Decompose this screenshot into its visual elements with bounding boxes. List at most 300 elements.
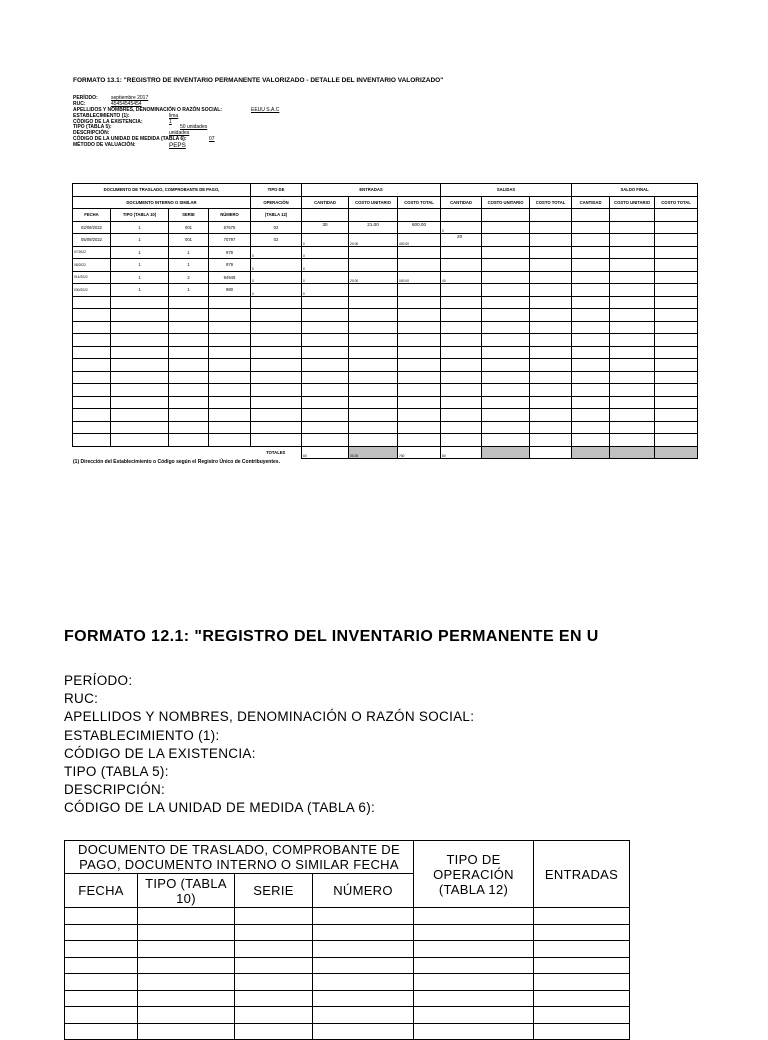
table-cell [441,346,482,359]
table-cell [482,421,530,434]
col-header: FECHA [65,874,138,908]
table-cell [530,371,572,384]
table-cell [302,384,349,397]
table-cell [209,346,251,359]
header-label: APELLIDOS Y NOMBRES, DENOMINACIÓN O RAZÓN SOCIAL: [73,106,222,113]
table-cell [313,957,414,974]
table-cell: 600.00 [398,221,441,234]
table-cell: 1 [169,246,209,259]
table-cell [398,309,441,322]
table-cell [302,409,349,422]
table-cell [441,259,482,272]
table-cell [530,209,572,222]
table-cell [169,396,209,409]
table-cell [251,359,302,372]
col-header: COSTO TOTAL [398,196,441,209]
format-12-header [64,672,474,818]
table-cell: 1 [111,259,169,272]
doc-group-header: DOCUMENTO DE TRASLADO, COMPROBANTE DE PAGO, DOCUMENTO INTERNO O SIMILAR FECHA [65,841,414,874]
table-cell [313,974,414,991]
table-cell: 0 [302,259,349,272]
table-cell [441,334,482,347]
table-cell [398,346,441,359]
header-label: RUC: [73,100,86,107]
tipo-operacion-header: TIPO DE [251,184,302,197]
table-cell: 02 [251,234,302,247]
table-cell [349,321,398,334]
blank-cell [111,446,169,459]
table-cell [530,271,572,284]
table-cell [65,1023,138,1040]
table-cell: 0 [302,234,349,247]
saldo-final-header: SALDO FINAL [572,184,698,197]
table-cell [572,209,610,222]
header-label: PERÍODO: [73,95,98,101]
table-row [73,434,698,447]
table-cell [655,334,698,347]
col-header: CANTIDAD [572,196,610,209]
table-cell [572,359,610,372]
header-value: PEPS [169,142,186,150]
total-cell [530,446,572,459]
table-cell [138,941,235,958]
doc-group-header: DOCUMENTO INTERNO O SIMILAR [73,196,251,209]
table-cell: 57675 [209,221,251,234]
table-cell [610,321,655,334]
table-cell [398,259,441,272]
table-cell [610,359,655,372]
table-cell: 001 [169,234,209,247]
table-row [73,234,698,247]
header-label: MÉTODO DE VALUACIÓN: [73,142,136,149]
totals-row [73,446,698,459]
table-cell [73,346,111,359]
table-cell [655,271,698,284]
header-label: CÓDIGO DE LA UNIDAD DE MEDIDA (TABLA 6): [64,800,376,816]
table-cell [655,234,698,247]
table-cell [530,321,572,334]
table-cell [398,246,441,259]
table-row [65,990,630,1007]
table-cell: 0 [441,221,482,234]
table-cell: 979 [209,246,251,259]
table-cell [530,246,572,259]
table-cell [349,359,398,372]
table-cell [313,924,414,941]
table-cell [482,321,530,334]
table-cell [138,924,235,941]
table-cell [414,974,534,991]
table-cell [111,434,169,447]
table-cell [302,421,349,434]
table-cell [610,221,655,234]
table-cell: 014/2022 [73,271,111,284]
table-cell [655,346,698,359]
doc-group-header: DOCUMENTO DE TRASLADO, COMPROBANTE DE PAGO, [73,184,251,197]
table-cell: 70797 [209,234,251,247]
table-cell [302,434,349,447]
table-cell [349,209,398,222]
table-cell: 1 [111,234,169,247]
table-row [73,296,698,309]
table-cell [302,346,349,359]
table-row [73,384,698,397]
table-cell [482,434,530,447]
table-cell [572,384,610,397]
table-cell [398,384,441,397]
table-cell [572,346,610,359]
table-cell [209,309,251,322]
table-cell [251,346,302,359]
table-cell [414,990,534,1007]
table-cell [251,396,302,409]
table-cell [111,334,169,347]
table-cell [482,234,530,247]
table-row [65,1023,630,1040]
table-cell [482,346,530,359]
table-cell [441,384,482,397]
table-cell [302,334,349,347]
table-cell [349,409,398,422]
table-header-row [73,196,698,209]
inventory-detail-table [72,183,698,459]
table-cell [349,296,398,309]
table-cell [530,384,572,397]
table-row [65,974,630,991]
table-row [73,421,698,434]
table-row [65,924,630,941]
table-cell [398,296,441,309]
table-cell [138,957,235,974]
table-cell [65,941,138,958]
table-cell [655,221,698,234]
table-row [65,941,630,958]
table-cell [441,284,482,297]
table-cell: 1 [169,259,209,272]
table-cell [251,321,302,334]
table-cell [610,246,655,259]
table-cell [235,1023,313,1040]
header-label: PERÍODO: [64,673,133,688]
table-cell [610,409,655,422]
format-12-title: FORMATO 12.1: "REGISTRO DEL INVENTARIO PERMANENTE EN U [64,628,599,645]
tipo-operacion-header: (TABLA 12) [251,209,302,222]
table-cell [398,421,441,434]
table-cell [209,434,251,447]
table-cell [482,221,530,234]
table-cell: 979 [209,259,251,272]
entradas-header: ENTRADAS [302,184,441,197]
table-cell [655,321,698,334]
table-cell [441,434,482,447]
table-cell [169,359,209,372]
table-cell [655,434,698,447]
table-cell [530,334,572,347]
table-cell [441,359,482,372]
table-cell [111,309,169,322]
table-cell [398,396,441,409]
table-cell [169,296,209,309]
table-cell: 20.00 [349,234,398,247]
table-cell [251,384,302,397]
header-value: lima [169,112,179,119]
table-cell [441,309,482,322]
table-cell [441,209,482,222]
header-label: CÓDIGO DE LA UNIDAD DE MEDIDA (TABLA 6): [73,136,187,143]
table-cell [169,346,209,359]
table-cell [572,334,610,347]
table-cell [482,246,530,259]
table-cell [655,309,698,322]
table-cell [251,296,302,309]
table-cell [209,296,251,309]
table-cell [313,941,414,958]
table-cell [111,346,169,359]
table-cell [534,957,630,974]
table-cell [655,259,698,272]
table-cell [482,371,530,384]
salidas-header: SALIDAS [441,184,572,197]
table-cell [313,1007,414,1024]
entradas-header: ENTRADAS [534,841,630,908]
table-cell [530,284,572,297]
table-cell [235,990,313,1007]
table-cell [534,1023,630,1040]
table-cell [302,309,349,322]
table-row [73,346,698,359]
table-cell: 400.00 [398,234,441,247]
header-label: DESCRIPCIÓN: [73,130,110,137]
table-cell [73,434,111,447]
table-cell [655,384,698,397]
table-cell [655,209,698,222]
table-cell [398,321,441,334]
table-row [65,1007,630,1024]
table-cell [398,359,441,372]
header-label: DESCRIPCIÓN: [64,782,166,798]
table-cell [302,321,349,334]
table-cell [610,209,655,222]
table-cell [414,908,534,925]
table-cell [572,296,610,309]
table-cell [398,371,441,384]
header-label: CÓDIGO DE LA EXISTENCIA: [73,118,143,125]
col-header: TIPO (TABLA 10) [138,874,235,908]
table-cell [610,346,655,359]
table-cell [65,908,138,925]
total-cell [572,446,610,459]
table-cell [610,296,655,309]
table-cell [169,309,209,322]
table-cell [441,421,482,434]
table-cell [169,409,209,422]
table-cell [169,321,209,334]
table-cell [482,296,530,309]
table-cell [610,234,655,247]
table-cell [169,334,209,347]
table-cell [169,421,209,434]
header-value: 45454545454 [111,100,142,107]
table-cell [534,924,630,941]
table-cell [349,371,398,384]
table-cell [534,908,630,925]
table-cell [482,334,530,347]
col-header: NÚMERO [313,874,414,908]
table-cell [482,359,530,372]
table-cell [251,409,302,422]
table-cell [610,259,655,272]
table-cell [73,371,111,384]
table-cell [398,334,441,347]
table-cell: 08/2022 [73,259,111,272]
footnote: (1) Dirección del Establecimiento o Código según el Registro Único de Contribuyentes. [73,459,280,465]
table-cell [209,321,251,334]
table-cell: 0 [251,271,302,284]
table-cell [349,384,398,397]
table-cell [530,346,572,359]
table-row [73,246,698,259]
table-cell [138,1007,235,1024]
header-value: unidades [169,130,190,137]
table-cell [398,284,441,297]
table-row [73,409,698,422]
header-label: TIPO (TABLA 5): [73,124,112,131]
table-cell [349,421,398,434]
table-cell [482,409,530,422]
table-row [73,259,698,272]
table-cell [349,396,398,409]
table-cell [655,246,698,259]
table-cell [482,309,530,322]
table-cell [349,434,398,447]
table-cell: 07/2022 [73,246,111,259]
table-cell: 02/09/2022 [73,221,111,234]
table-cell [572,221,610,234]
table-cell [111,409,169,422]
col-header: COSTO UNITARIO [610,196,655,209]
table-cell [138,974,235,991]
table-cell [610,271,655,284]
table-cell [610,396,655,409]
col-header: FECHA [73,209,111,222]
table-cell [414,1007,534,1024]
table-cell [534,1007,630,1024]
table-cell [530,221,572,234]
table-cell: 20.00 [349,271,398,284]
col-header: COSTO TOTAL [530,196,572,209]
table-cell [610,434,655,447]
table-cell [398,434,441,447]
table-cell [530,409,572,422]
table-cell [349,309,398,322]
table-cell: 0 [251,284,302,297]
table-cell [209,409,251,422]
table-cell [414,1023,534,1040]
table-cell [441,246,482,259]
table-cell [169,371,209,384]
table-cell [111,396,169,409]
table-cell [302,209,349,222]
table-cell: 1 [111,221,169,234]
table-cell [398,209,441,222]
blank-cell [209,446,251,459]
table-cell [572,309,610,322]
table-row [73,221,698,234]
total-cell: 60 [302,446,349,459]
table-cell [530,421,572,434]
table-cell: 0 [251,259,302,272]
table-cell [251,309,302,322]
table-cell [313,908,414,925]
header-label: ESTABLECIMIENTO (1): [73,112,130,119]
table-cell [73,384,111,397]
table-cell: 1 [111,271,169,284]
table-cell [572,434,610,447]
header-label: ESTABLECIMIENTO (1): [64,727,220,743]
table-cell [610,284,655,297]
table-row [73,334,698,347]
tipo-operacion-header: OPERACIÓN [251,196,302,209]
table-cell [349,246,398,259]
table-cell [209,371,251,384]
table-cell [65,1007,138,1024]
table-cell [111,371,169,384]
table-cell [530,309,572,322]
table-cell: 0 [302,271,349,284]
col-header: COSTO UNITARIO [349,196,398,209]
table-cell [482,271,530,284]
total-cell [610,446,655,459]
table-row [65,957,630,974]
col-header: SERIE [235,874,313,908]
header-value: septiembre 2017 [111,95,149,101]
table-cell [251,371,302,384]
table-cell [73,421,111,434]
col-header: COSTO TOTAL [655,196,698,209]
table-cell [610,421,655,434]
table-cell [251,434,302,447]
table-cell [572,234,610,247]
blank-cell [73,446,111,459]
header-label: RUC: [64,691,99,707]
table-cell [534,990,630,1007]
table-cell [610,309,655,322]
table-cell [349,334,398,347]
table-cell [530,296,572,309]
table-cell [251,334,302,347]
table-cell [530,396,572,409]
table-row [73,321,698,334]
header-value: 50 unidades [180,124,208,131]
col-header: SERIE [169,209,209,222]
table-cell: 40 [441,271,482,284]
total-cell: 760 [398,446,441,459]
table-cell [73,396,111,409]
table-cell: 030/2022 [73,284,111,297]
table-cell [73,309,111,322]
col-header: CANTIDAD [302,196,349,209]
table-cell [235,1007,313,1024]
table-cell: 1 [111,246,169,259]
table-cell: 0 [251,246,302,259]
table-cell [111,384,169,397]
table-cell [209,396,251,409]
table-row [73,309,698,322]
table-cell: 1 [111,284,169,297]
table-cell [138,1023,235,1040]
table-row [73,396,698,409]
inventory-body [73,221,698,446]
